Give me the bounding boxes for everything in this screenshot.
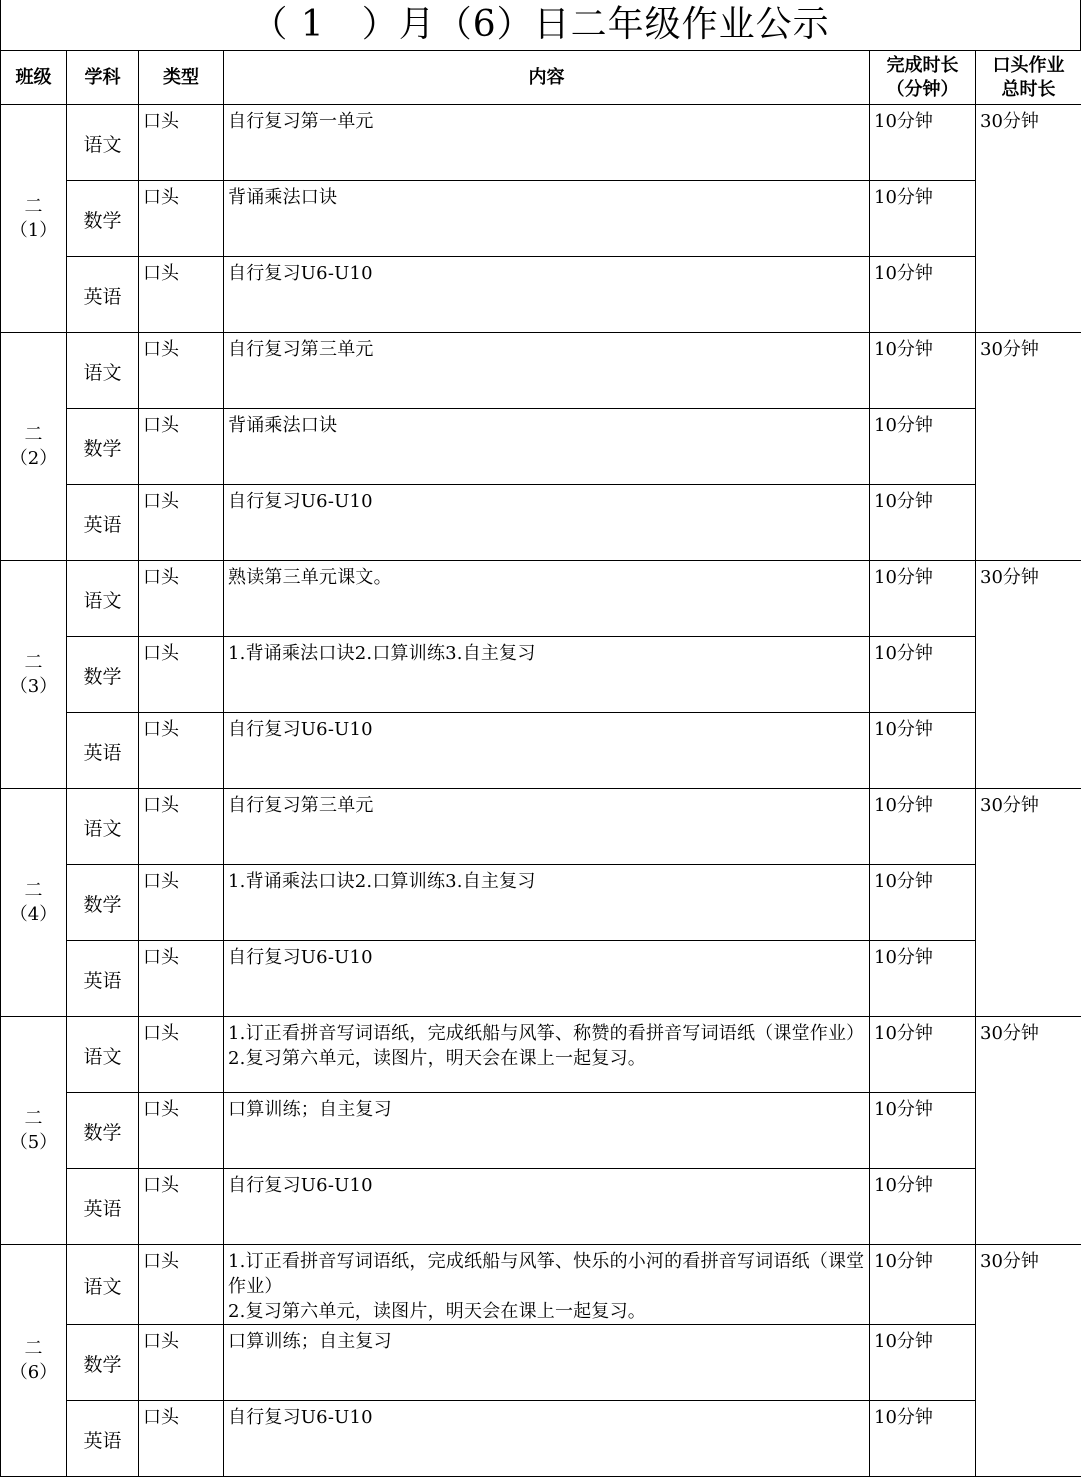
table-row	[1, 1169, 1081, 1245]
content-cell: 自行复习U6-U10	[224, 1401, 870, 1477]
table-row	[1, 561, 1081, 637]
duration-cell: 10分钟	[870, 713, 976, 789]
type-cell: 口头	[139, 333, 224, 409]
table-row	[1, 1017, 1081, 1093]
table-body	[1, 105, 1081, 1477]
subject-cell: 语文	[67, 1017, 139, 1093]
type-cell: 口头	[139, 1245, 224, 1325]
content-cell: 自行复习U6-U10	[224, 1169, 870, 1245]
content-cell: 自行复习U6-U10	[224, 941, 870, 1017]
type-cell: 口头	[139, 181, 224, 257]
class-name-cell: 二 （1）	[1, 105, 67, 333]
class-name-cell: 二 （5）	[1, 1017, 67, 1245]
header-type: 类型	[139, 51, 224, 105]
table-row	[1, 1245, 1081, 1325]
class-name-cell: 二 （6）	[1, 1245, 67, 1477]
subject-cell: 语文	[67, 789, 139, 865]
duration-cell: 10分钟	[870, 1169, 976, 1245]
duration-cell: 10分钟	[870, 789, 976, 865]
type-cell: 口头	[139, 713, 224, 789]
duration-cell: 10分钟	[870, 485, 976, 561]
content-cell: 自行复习第三单元	[224, 789, 870, 865]
subject-cell: 数学	[67, 865, 139, 941]
subject-cell: 英语	[67, 941, 139, 1017]
duration-cell: 10分钟	[870, 1245, 976, 1325]
subject-cell: 英语	[67, 485, 139, 561]
total-duration-cell: 30分钟	[976, 789, 1081, 1017]
subject-cell: 英语	[67, 713, 139, 789]
content-cell: 口算训练；自主复习	[224, 1093, 870, 1169]
duration-cell: 10分钟	[870, 333, 976, 409]
table-row	[1, 485, 1081, 561]
type-cell: 口头	[139, 1325, 224, 1401]
type-cell: 口头	[139, 1169, 224, 1245]
content-cell: 1.背诵乘法口诀2.口算训练3.自主复习	[224, 865, 870, 941]
total-duration-cell: 30分钟	[976, 105, 1081, 333]
table-row	[1, 181, 1081, 257]
duration-cell: 10分钟	[870, 181, 976, 257]
table-row	[1, 333, 1081, 409]
header-class: 班级	[1, 51, 67, 105]
header-duration: 完成时长 （分钟）	[870, 51, 976, 105]
content-cell: 自行复习第三单元	[224, 333, 870, 409]
subject-cell: 数学	[67, 409, 139, 485]
subject-cell: 语文	[67, 105, 139, 181]
table-row	[1, 105, 1081, 181]
duration-cell: 10分钟	[870, 257, 976, 333]
duration-cell: 10分钟	[870, 1093, 976, 1169]
subject-cell: 数学	[67, 181, 139, 257]
header-row	[1, 51, 1081, 105]
content-cell: 1.背诵乘法口诀2.口算训练3.自主复习	[224, 637, 870, 713]
content-cell: 1.订正看拼音写词语纸，完成纸船与风筝、称赞的看拼音写词语纸（课堂作业） 2.复习第六单元，读图片，明天会在课上一起复习。	[224, 1017, 870, 1093]
header-subject: 学科	[67, 51, 139, 105]
type-cell: 口头	[139, 105, 224, 181]
table-row	[1, 1401, 1081, 1477]
subject-cell: 语文	[67, 333, 139, 409]
subject-cell: 数学	[67, 1325, 139, 1401]
type-cell: 口头	[139, 561, 224, 637]
content-cell: 自行复习U6-U10	[224, 713, 870, 789]
content-cell: 背诵乘法口诀	[224, 181, 870, 257]
class-name-cell: 二 （2）	[1, 333, 67, 561]
table-row	[1, 789, 1081, 865]
duration-cell: 10分钟	[870, 941, 976, 1017]
content-cell: 熟读第三单元课文。	[224, 561, 870, 637]
table-row	[1, 713, 1081, 789]
subject-cell: 英语	[67, 257, 139, 333]
type-cell: 口头	[139, 789, 224, 865]
type-cell: 口头	[139, 1017, 224, 1093]
content-cell: 背诵乘法口诀	[224, 409, 870, 485]
table-row	[1, 257, 1081, 333]
total-duration-cell: 30分钟	[976, 1017, 1081, 1245]
table-row	[1, 865, 1081, 941]
table-row	[1, 637, 1081, 713]
type-cell: 口头	[139, 409, 224, 485]
page-title: （ 1 ）月（6）日二年级作业公示	[0, 0, 1081, 50]
content-cell: 自行复习U6-U10	[224, 257, 870, 333]
header-total: 口头作业 总时长	[976, 51, 1081, 105]
duration-cell: 10分钟	[870, 105, 976, 181]
content-cell: 自行复习U6-U10	[224, 485, 870, 561]
table-row	[1, 1325, 1081, 1401]
type-cell: 口头	[139, 637, 224, 713]
total-duration-cell: 30分钟	[976, 333, 1081, 561]
total-duration-cell: 30分钟	[976, 561, 1081, 789]
content-cell: 1.订正看拼音写词语纸，完成纸船与风筝、快乐的小河的看拼音写词语纸（课堂作业） 2.复习第六单元，读图片，明天会在课上一起复习。	[224, 1245, 870, 1325]
table-row	[1, 1093, 1081, 1169]
duration-cell: 10分钟	[870, 1401, 976, 1477]
content-cell: 自行复习第一单元	[224, 105, 870, 181]
subject-cell: 英语	[67, 1169, 139, 1245]
subject-cell: 数学	[67, 637, 139, 713]
class-name-cell: 二 （3）	[1, 561, 67, 789]
subject-cell: 语文	[67, 561, 139, 637]
type-cell: 口头	[139, 1401, 224, 1477]
duration-cell: 10分钟	[870, 1017, 976, 1093]
duration-cell: 10分钟	[870, 1325, 976, 1401]
type-cell: 口头	[139, 257, 224, 333]
type-cell: 口头	[139, 485, 224, 561]
content-cell: 口算训练；自主复习	[224, 1325, 870, 1401]
subject-cell: 语文	[67, 1245, 139, 1325]
subject-cell: 数学	[67, 1093, 139, 1169]
duration-cell: 10分钟	[870, 865, 976, 941]
type-cell: 口头	[139, 865, 224, 941]
table-row	[1, 941, 1081, 1017]
type-cell: 口头	[139, 941, 224, 1017]
class-name-cell: 二 （4）	[1, 789, 67, 1017]
duration-cell: 10分钟	[870, 561, 976, 637]
table-row	[1, 409, 1081, 485]
duration-cell: 10分钟	[870, 409, 976, 485]
total-duration-cell: 30分钟	[976, 1245, 1081, 1477]
subject-cell: 英语	[67, 1401, 139, 1477]
duration-cell: 10分钟	[870, 637, 976, 713]
homework-table	[0, 50, 1081, 1477]
type-cell: 口头	[139, 1093, 224, 1169]
header-content: 内容	[224, 51, 870, 105]
